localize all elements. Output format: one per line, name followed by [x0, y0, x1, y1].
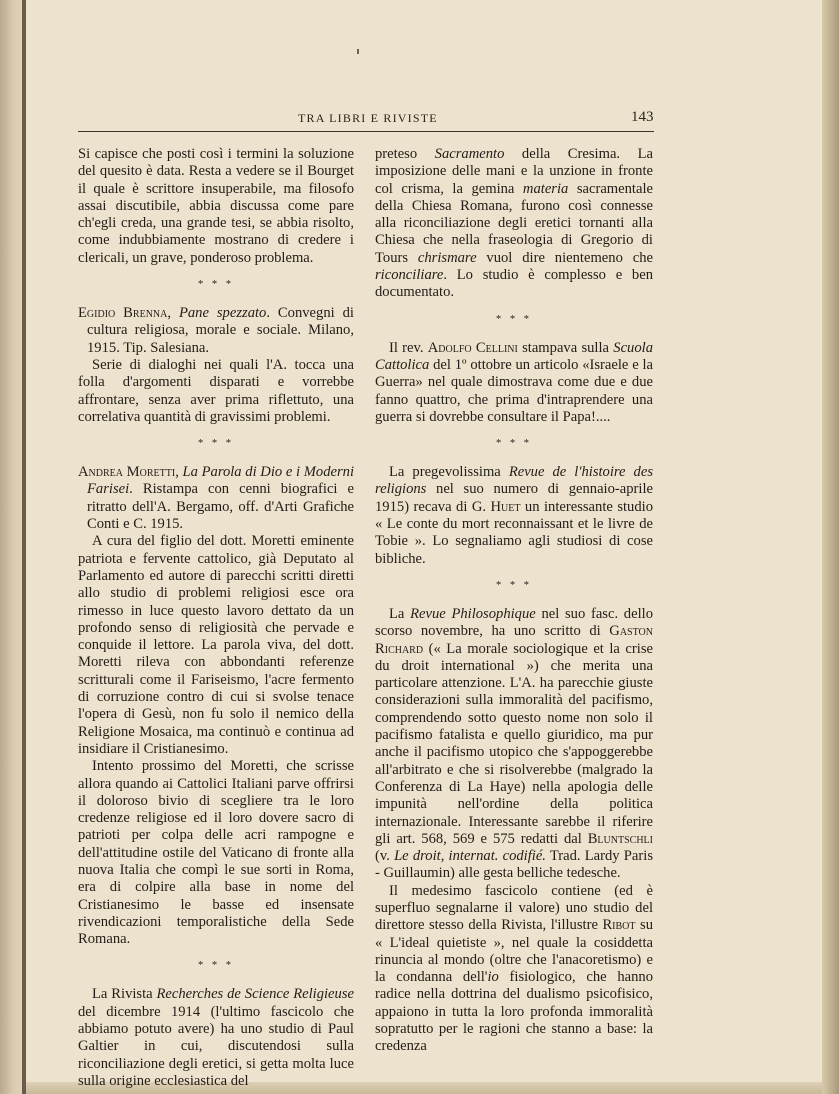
header-rule — [78, 131, 654, 132]
journal-title: Revue Philosophique — [410, 605, 536, 622]
recherches-review-paragraph: La Rivista Recherches de Science Religieuse del dicembre 1914 (l'ultimo fascicolo che abbiamo potuto avere) ha uno studio di Paul Galtier in cui, discutendosi sulla riconciliazione degli eretici, si getta molta luce sulla origine ecclesiastica del — [78, 986, 354, 1089]
running-title: TRA LIBRI E RIVISTE — [298, 111, 438, 125]
author-name: Gaston Richard — [375, 623, 653, 657]
right-column — [375, 146, 653, 1056]
author-name: Andrea Moretti — [78, 464, 176, 481]
author-name: Huet — [490, 498, 521, 515]
cellini-review-paragraph: Il rev. Adolfo Cellini stampava sulla Scuola Cattolica del 1º ottobre un articolo «Israele e la Guerra» nel quale dimostrava come due e due fanno quattro, che prima d'intraprendere una guerra si dovrebbe consultare il Papa!.... — [375, 339, 654, 425]
author-name: Adolfo Cellini — [427, 339, 518, 356]
section-separator: * * * — [198, 279, 234, 291]
section-separator: * * * — [198, 438, 234, 450]
journal-title: Recherches de Science Religieuse — [156, 986, 354, 1003]
brenna-bibliographic-entry: Egidio Brenna, Pane spezzato. Convegni di cultura religiosa, morale e sociale. Milano, 1915. Tip. Salesiana. — [78, 305, 354, 356]
revue-histoire-paragraph: La pregevolissima Revue de l'histoire des religions nel suo numero di gennaio-aprile 1915) recava di G. Huet un interessante studio « Le conte du mort reconnaissant et le livre de Tobie ». Lo segnaliamo agli studiosi di cose bibliche. — [375, 464, 654, 567]
author-name: Ribot — [602, 917, 636, 934]
cresima-continuation-paragraph: preteso Sacramento della Cresima. La imposizione delle mani e la unzione in fronte col crisma, la gemina materia sacramentale della Chiesa Romana, furono così connesse alla riconciliazione degli eretici tornanti alla Chiesa che nella fraseologia di Gregorio di Tours chrismare vuol dire nientemeno che riconciliare. Lo studio è complesso e ben documentato. — [375, 146, 654, 301]
ribot-review-paragraph: Il medesimo fascicolo contiene (ed è superfluo segnalarne il valore) uno studio del direttore stesso della Rivista, l'illustre Ribot su « L'ideal quietiste », nel quale la cosiddetta rinuncia al mondo (oltre che l'anacoretismo) e la condanna dell'io fisiologico, che hanno radice nella dottrina del dualismo psicofisico, appaiono in tutta la loro profonda immoralità sopratutto per le ragioni che stanno a base: la credenza — [375, 882, 654, 1055]
moretti-intent-paragraph: Intento prossimo del Moretti, che scrisse allora quando ai Cattolici Italiani parve offrirsi il doloroso bivio di scegliere tra le loro credenze religiose ed il loro dovere sacro di patrioti per colpa delle acri rampogne e dell'attitudine ostile del Vaticano di fronte alla nuova Italia che compì le sue sorti in Roma, era di colpire alla base in nome del Cristianesimo le basse ed insensate rivendicazioni temporalistiche della Sede Romana. — [78, 758, 354, 948]
paper-speck — [357, 49, 359, 54]
moretti-bibliographic-entry: Andrea Moretti, La Parola di Dio e i Moderni Farisei. Ristampa con cenni biografici e ritratto dell'A. Bergamo, off. d'Arti Grafiche Conti e C. 1915. — [78, 464, 355, 533]
section-separator: * * * — [496, 579, 532, 591]
citation: Le droit, internat. codifié. — [394, 848, 546, 865]
section-separator: * * * — [496, 313, 532, 325]
moretti-review-paragraph: A cura del figlio del dott. Moretti eminente patriota e fervente cattolico, già Deputato al Parlamento ed autore di parecchi scritti diretti allo studio di problemi religiosi esce ora rimesso in luce questo lavoro dettato da un profondo senso di religiosità che pervade e conquide il lettore. La parola viva, del dott. Moretti rileva con abbondanti referenze scritturali come il Fariseismo, l'acre fermento di corruzione contro di cui si svolse tenace l'opera di Gesù, non fu solo il nemico della Religione Mosaica, ma continuò e continua ad insidiare il Cristianesimo. — [78, 533, 354, 757]
author-name: Egidio Brenna — [78, 305, 168, 322]
page-number: 143 — [631, 109, 654, 125]
revue-philosophique-paragraph: La Revue Philosophique nel suo fasc. dello scorso novembre, ha uno scritto di Gaston Richard (« La morale sociologique et la crise du droit international ») che merita una particolare attenzione. L'A. ha parecchie giuste considerazioni sulla immoralità del pacifismo, comprendendo sotto questo nome non solo il pacifismo fatalista e quello giuridico, ma pur anche il pacifismo utopico che s'appoggerebbe all'arbitrato e che si risolverebbe (malgrado la Conferenza di La Haye) nella apologia delle impunità nell'ordine della politica internazionale. Interessante sarebbe il riferire gli art. 568, 569 e 575 redatti dal Bluntschli (v. Le droit, internat. codifié. Trad. Lardy Paris - Guillaumin) alle gesta belliche tedesche. — [375, 605, 653, 882]
author-name: Bluntschli — [587, 830, 653, 847]
previous-page-edge — [0, 0, 24, 1094]
section-separator: * * * — [198, 960, 234, 972]
book-title: Pane spezzato — [178, 305, 267, 322]
section-separator: * * * — [496, 438, 532, 450]
page-stack-right-edge — [822, 0, 839, 1094]
brenna-review-paragraph: Serie di dialoghi nei quali l'A. tocca una folla d'argomenti disparati e vorrebbe affrontare, senza aver prima riflettuto, una correlativa quantità di gravissimi problemi. — [78, 356, 354, 425]
journal-title: Scuola Cattolica — [375, 339, 654, 373]
bourget-conclusion-paragraph: Si capisce che posti così i termini la soluzione del quesito è data. Resta a vedere se il Bourget il quale è scrittore insuperabile, ma filosofo assai discutibile, abbia discussa come pare ch'egli creda, una grande tesi, se abbia risolto, come indubbiamente mostrano di credere i clericali, un grave, ponderoso problema. — [78, 146, 354, 266]
book-title: La Parola di Dio e i Moderni Farisei — [87, 464, 355, 498]
left-column — [78, 146, 354, 1090]
journal-title: Revue de l'histoire des religions — [375, 464, 654, 498]
